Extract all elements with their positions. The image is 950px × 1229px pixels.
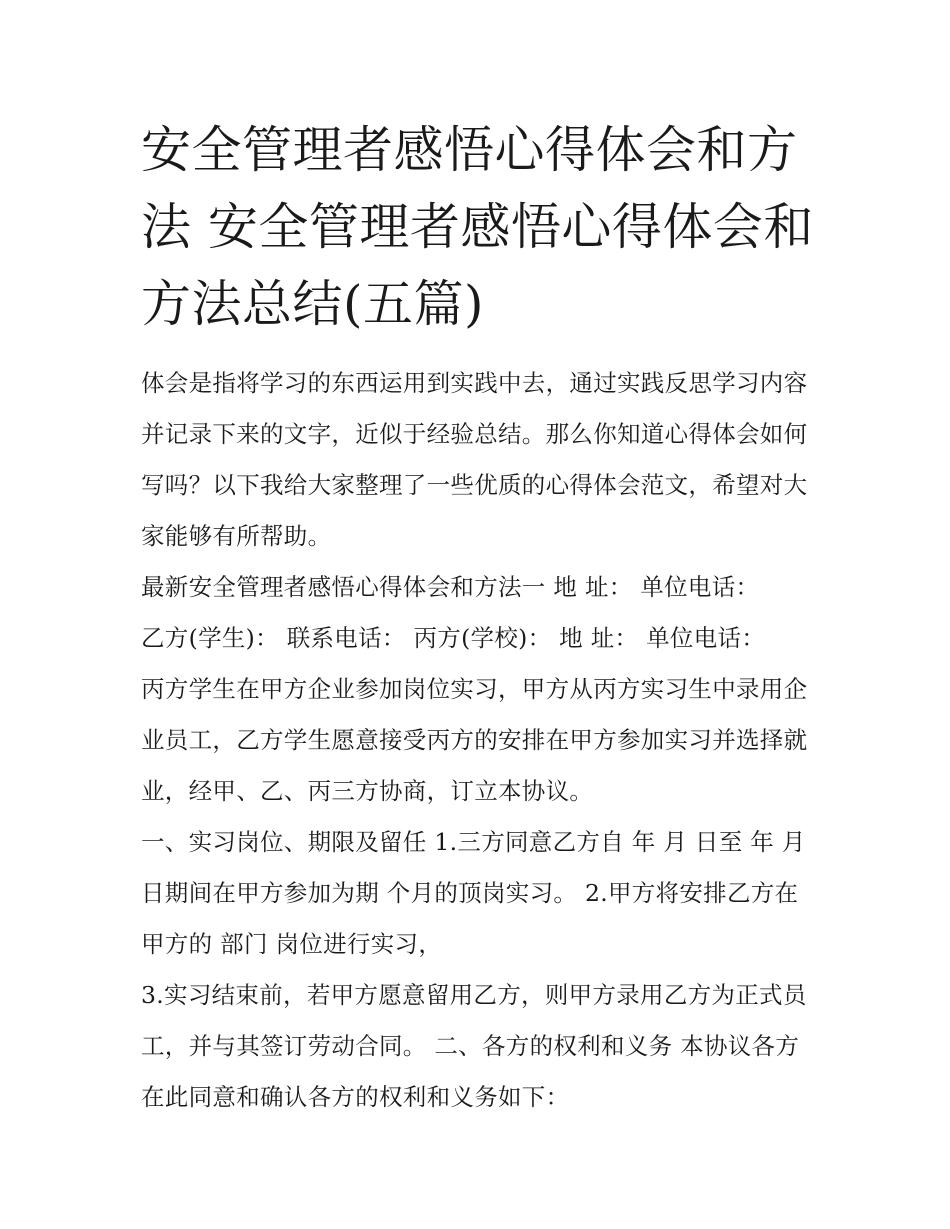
document-title: 安全管理者感悟心得体会和方法 安全管理者感悟心得体会和方法总结(五篇): [141, 121, 814, 333]
section-heading-line: 最新安全管理者感悟心得体会和方法一 地 址： 单位电话：: [141, 573, 760, 601]
intro-paragraph: 体会是指将学习的东西运用到实践中去，通过实践反思学习内容并记录下来的文字，近似于经验总结。那么你知道心得体会如何写吗？以下我给大家整理了一些优质的心得体会范文，希望对大家能够有所帮助。: [141, 369, 808, 550]
rights-obligations-paragraph: 3.实习结束前，若甲方愿意留用乙方，则甲方录用乙方为正式员工，并与其签订劳动合同。 二、各方的权利和义务 本协议各方在此同意和确认各方的权利和义务如下：: [141, 981, 807, 1111]
internship-terms-paragraph: 一、实习岗位、期限及留任 1.三方同意乙方自 年 月 日至 年 月 日期间在甲方参加为期 个月的顶岗实习。 2.甲方将安排乙方在甲方的 部门 岗位进行实习，: [141, 828, 806, 958]
document-body: [141, 358, 821, 1123]
parties-line: 乙方(学生)： 联系电话： 丙方(学校)： 地 址： 单位电话：: [141, 624, 766, 652]
agreement-paragraph: 丙方学生在甲方企业参加岗位实习，甲方从丙方实习生中录用企业员工，乙方学生愿意接受丙方的安排在甲方参加实习并选择就业，经甲、乙、丙三方协商，订立本协议。: [141, 675, 808, 805]
